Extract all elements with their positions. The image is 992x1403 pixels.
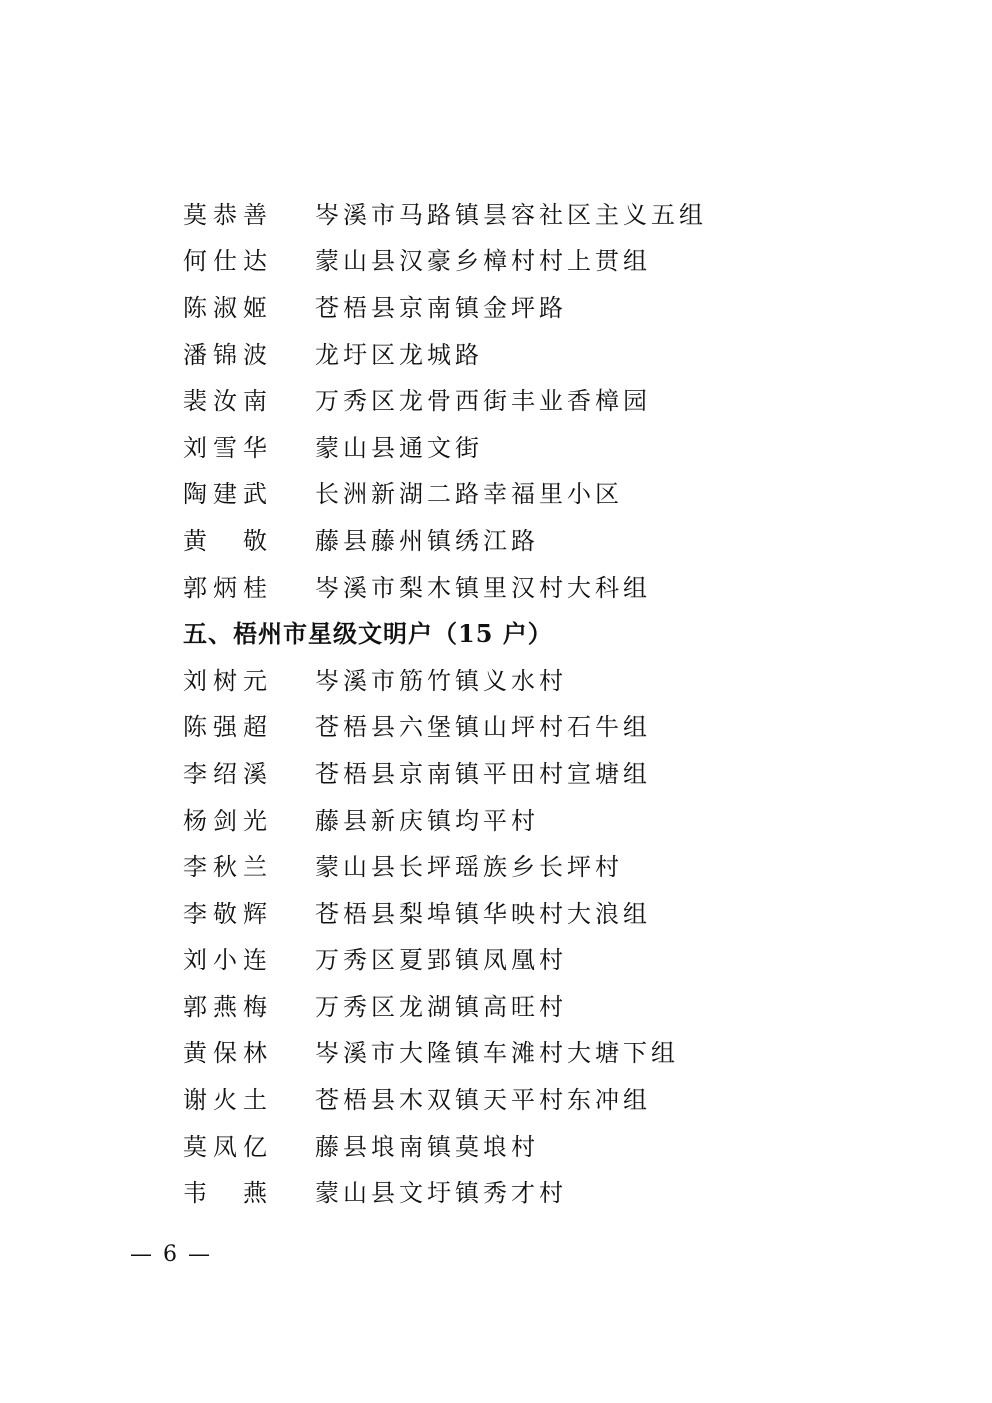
entry-name: 陈强超 (183, 713, 273, 742)
entry-address: 藤县新庆镇均平村 (315, 806, 539, 835)
entry-name: 刘树元 (183, 666, 273, 695)
entry-list-a (183, 189, 903, 608)
list-item (183, 189, 903, 236)
entry-name: 陶建武 (183, 480, 273, 509)
entry-name: 莫恭善 (183, 200, 273, 229)
list-item (183, 469, 903, 516)
list-item (183, 748, 903, 795)
list-item (183, 935, 903, 982)
entry-name: 刘小连 (183, 946, 273, 975)
entry-address: 万秀区龙湖镇高旺村 (315, 992, 567, 1021)
entry-address: 万秀区龙骨西街丰业香樟园 (315, 387, 651, 416)
entry-address: 蒙山县文圩镇秀才村 (315, 1179, 567, 1208)
list-item (183, 702, 903, 749)
entry-name: 郭炳桂 (183, 573, 273, 602)
list-item (183, 888, 903, 935)
list-item (183, 375, 903, 422)
list-item (183, 1121, 903, 1168)
entry-name: 李秋兰 (183, 853, 273, 882)
entry-name: 裴汝南 (183, 387, 273, 416)
entry-address: 蒙山县通文街 (315, 433, 483, 462)
entry-name: 韦 燕 (183, 1179, 273, 1208)
entry-name: 杨剑光 (183, 806, 273, 835)
entry-address: 岑溪市大隆镇车滩村大塘下组 (315, 1039, 679, 1068)
list-item (183, 562, 903, 609)
entry-name: 谢火土 (183, 1086, 273, 1115)
entry-address: 藤县藤州镇绣江路 (315, 526, 539, 555)
list-item (183, 329, 903, 376)
entry-name: 陈淑姬 (183, 293, 273, 322)
section-heading: 五、梧州市星级文明户（15 户） (183, 619, 553, 649)
entry-name: 刘雪华 (183, 433, 273, 462)
list-item (183, 1074, 903, 1121)
entry-name: 黄保林 (183, 1039, 273, 1068)
list-item (183, 981, 903, 1028)
entry-list-b (183, 655, 903, 1214)
list-item (183, 1167, 903, 1214)
list-item (183, 1028, 903, 1075)
list-item (183, 515, 903, 562)
entry-address: 长洲新湖二路幸福里小区 (315, 480, 623, 509)
entry-name: 何仕达 (183, 247, 273, 276)
entry-name: 郭燕梅 (183, 992, 273, 1021)
entry-address: 蒙山县长坪瑶族乡长坪村 (315, 853, 623, 882)
entry-name: 李敬辉 (183, 899, 273, 928)
list-item (183, 422, 903, 469)
entry-name: 李绍溪 (183, 759, 273, 788)
list-item (183, 795, 903, 842)
entry-address: 苍梧县六堡镇山坪村石牛组 (315, 713, 651, 742)
list-item (183, 655, 903, 702)
list-item (183, 282, 903, 329)
entry-address: 龙圩区龙城路 (315, 340, 483, 369)
entry-name: 莫凤亿 (183, 1132, 273, 1161)
entry-name: 潘锦波 (183, 340, 273, 369)
entry-address: 蒙山县汉豪乡樟村村上贯组 (315, 247, 651, 276)
list-item (183, 236, 903, 283)
entry-address: 岑溪市梨木镇里汉村大科组 (315, 573, 651, 602)
entry-address: 岑溪市筋竹镇义水村 (315, 666, 567, 695)
entry-address: 苍梧县木双镇天平村东冲组 (315, 1086, 651, 1115)
entry-address: 苍梧县梨埠镇华映村大浪组 (315, 899, 651, 928)
entry-address: 苍梧县京南镇平田村宣塘组 (315, 759, 651, 788)
list-item (183, 841, 903, 888)
entry-name: 黄 敬 (183, 526, 273, 555)
entry-address: 万秀区夏郢镇凤凰村 (315, 946, 567, 975)
page-number: — 6 — (130, 1242, 212, 1267)
document-body (183, 189, 903, 1214)
entry-address: 岑溪市马路镇昙容社区主义五组 (315, 200, 707, 229)
entry-address: 苍梧县京南镇金坪路 (315, 293, 567, 322)
entry-address: 藤县埌南镇莫埌村 (315, 1132, 539, 1161)
